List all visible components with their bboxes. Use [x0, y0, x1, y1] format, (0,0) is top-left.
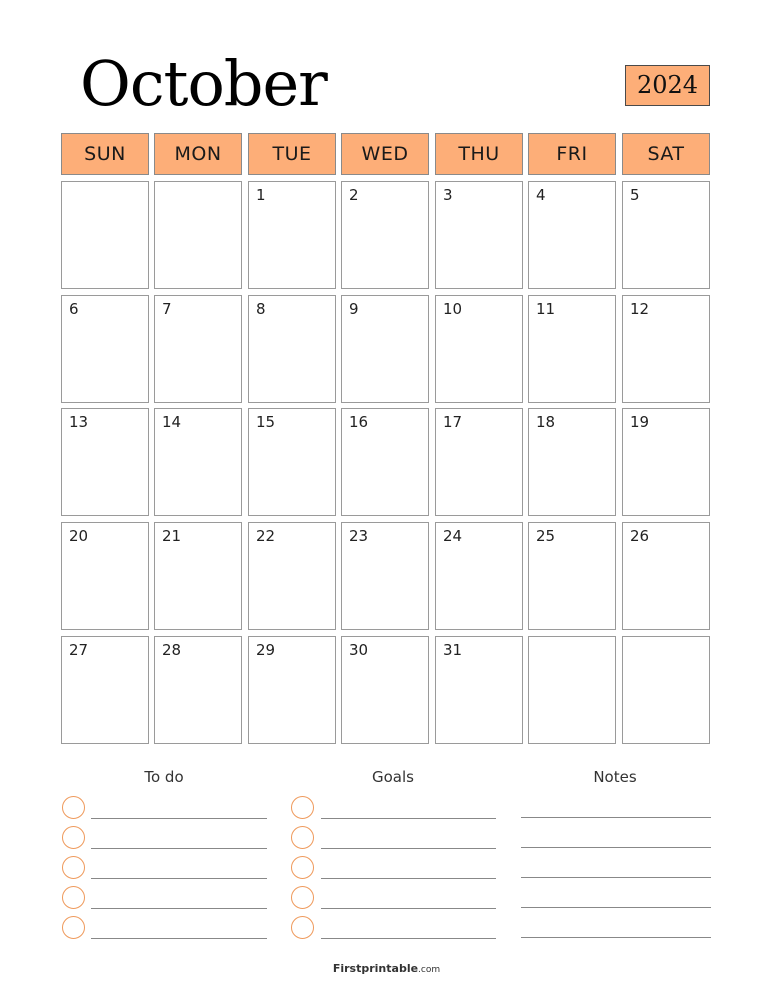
goals-checkbox-circle[interactable]	[291, 796, 314, 819]
day-number: 20	[69, 527, 89, 545]
year-badge: 2024	[625, 65, 710, 106]
day-cell-22	[248, 522, 336, 630]
notes-write-line[interactable]	[521, 817, 711, 818]
day-number: 15	[256, 413, 276, 431]
day-number: 14	[162, 413, 182, 431]
day-cell-11	[528, 295, 616, 403]
day-number: 16	[349, 413, 369, 431]
day-number: 2	[349, 186, 359, 204]
day-number: 31	[443, 641, 463, 659]
weekday-header-fri: FRI	[528, 133, 616, 175]
day-cell-28	[154, 636, 242, 744]
footer-brand: Firstprintable	[332, 962, 419, 975]
weekday-header-mon: MON	[154, 133, 242, 175]
day-cell-4	[528, 181, 616, 289]
day-number: 28	[162, 641, 182, 659]
weekday-header-wed: WED	[341, 133, 429, 175]
day-cell-17	[435, 408, 523, 516]
day-number: 19	[630, 413, 650, 431]
todo-checkbox-circle[interactable]	[62, 796, 85, 819]
todo-checkbox-circle[interactable]	[62, 826, 85, 849]
weekday-header-thu: THU	[435, 133, 523, 175]
todo-write-line[interactable]	[91, 848, 267, 849]
day-number: 8	[256, 300, 266, 318]
day-number: 5	[630, 186, 640, 204]
day-cell-30	[341, 636, 429, 744]
day-cell-9	[341, 295, 429, 403]
day-number: 23	[349, 527, 369, 545]
notes-title: Notes	[593, 768, 637, 786]
day-number: 13	[69, 413, 89, 431]
todo-write-line[interactable]	[91, 938, 267, 939]
day-cell-19	[622, 408, 710, 516]
day-cell-13	[61, 408, 149, 516]
todo-title: To do	[144, 768, 184, 786]
day-number: 9	[349, 300, 359, 318]
day-number: 27	[69, 641, 89, 659]
day-cell-7	[154, 295, 242, 403]
day-number: 1	[256, 186, 266, 204]
empty-day-cell	[154, 181, 242, 289]
day-cell-24	[435, 522, 523, 630]
notes-write-line[interactable]	[521, 877, 711, 878]
weekday-header-tue: TUE	[248, 133, 336, 175]
day-number: 25	[536, 527, 556, 545]
day-cell-21	[154, 522, 242, 630]
day-cell-27	[61, 636, 149, 744]
weekday-header-sat: SAT	[622, 133, 710, 175]
day-cell-18	[528, 408, 616, 516]
day-number: 18	[536, 413, 556, 431]
day-cell-1	[248, 181, 336, 289]
day-cell-2	[341, 181, 429, 289]
todo-write-line[interactable]	[91, 818, 267, 819]
day-cell-31	[435, 636, 523, 744]
footer-tld: .com	[418, 965, 441, 975]
goals-write-line[interactable]	[321, 818, 496, 819]
day-number: 24	[443, 527, 463, 545]
day-cell-25	[528, 522, 616, 630]
day-cell-3	[435, 181, 523, 289]
day-cell-14	[154, 408, 242, 516]
day-cell-20	[61, 522, 149, 630]
todo-checkbox-circle[interactable]	[62, 916, 85, 939]
day-number: 3	[443, 186, 453, 204]
notes-write-line[interactable]	[521, 847, 711, 848]
day-number: 22	[256, 527, 276, 545]
goals-checkbox-circle[interactable]	[291, 916, 314, 939]
day-number: 11	[536, 300, 556, 318]
day-cell-29	[248, 636, 336, 744]
goals-write-line[interactable]	[321, 938, 496, 939]
day-number: 17	[443, 413, 463, 431]
day-number: 7	[162, 300, 172, 318]
day-cell-12	[622, 295, 710, 403]
day-number: 30	[349, 641, 369, 659]
day-number: 26	[630, 527, 650, 545]
empty-day-cell	[622, 636, 710, 744]
goals-write-line[interactable]	[321, 878, 496, 879]
todo-checkbox-circle[interactable]	[62, 856, 85, 879]
notes-write-line[interactable]	[521, 937, 711, 938]
day-number: 6	[69, 300, 79, 318]
day-cell-8	[248, 295, 336, 403]
day-number: 4	[536, 186, 546, 204]
day-number: 29	[256, 641, 276, 659]
footer-brand-text	[0, 962, 773, 975]
day-number: 21	[162, 527, 182, 545]
todo-write-line[interactable]	[91, 878, 267, 879]
day-number: 10	[443, 300, 463, 318]
notes-write-line[interactable]	[521, 907, 711, 908]
todo-checkbox-circle[interactable]	[62, 886, 85, 909]
month-title: October	[80, 47, 327, 120]
day-cell-16	[341, 408, 429, 516]
empty-day-cell	[528, 636, 616, 744]
day-cell-23	[341, 522, 429, 630]
goals-write-line[interactable]	[321, 908, 496, 909]
goals-checkbox-circle[interactable]	[291, 886, 314, 909]
day-cell-5	[622, 181, 710, 289]
day-cell-10	[435, 295, 523, 403]
day-cell-6	[61, 295, 149, 403]
goals-write-line[interactable]	[321, 848, 496, 849]
empty-day-cell	[61, 181, 149, 289]
todo-write-line[interactable]	[91, 908, 267, 909]
goals-title: Goals	[372, 768, 414, 786]
goals-checkbox-circle[interactable]	[291, 826, 314, 849]
day-cell-15	[248, 408, 336, 516]
weekday-header-sun: SUN	[61, 133, 149, 175]
day-cell-26	[622, 522, 710, 630]
goals-checkbox-circle[interactable]	[291, 856, 314, 879]
day-number: 12	[630, 300, 650, 318]
